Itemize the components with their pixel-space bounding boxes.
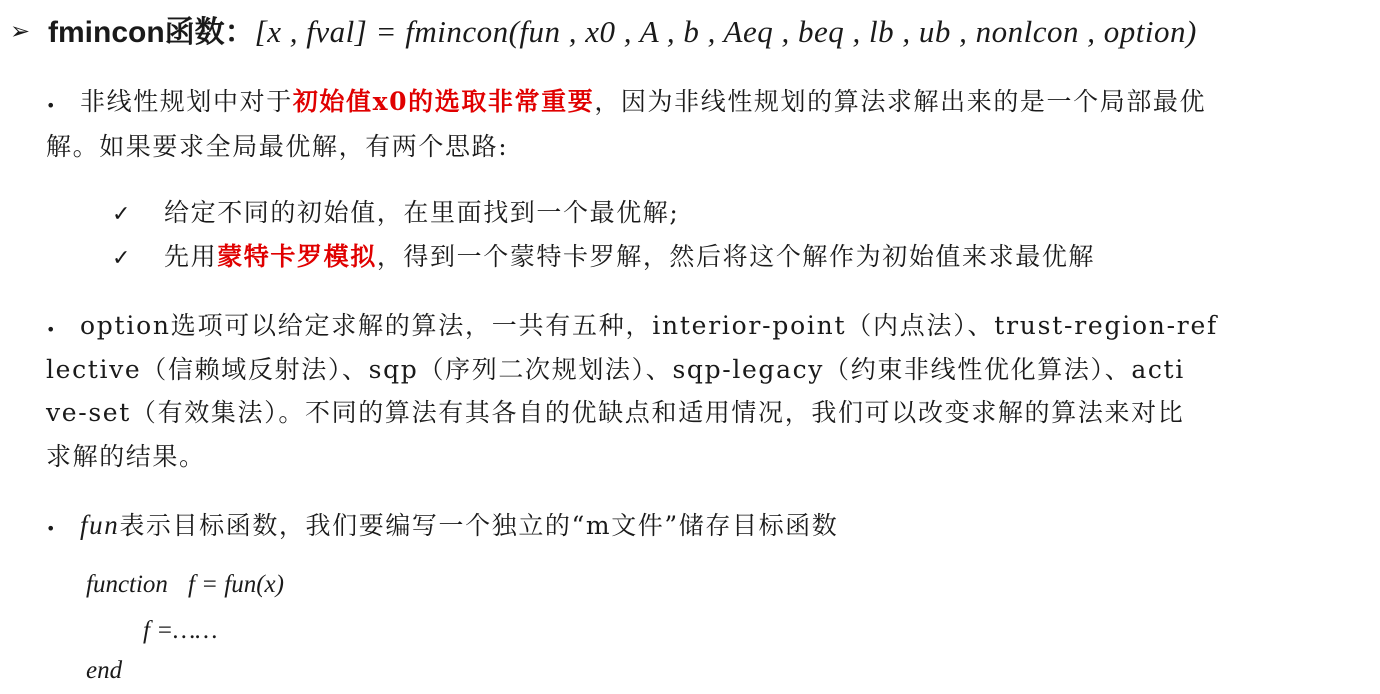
code-keyword-function: function [86, 571, 168, 598]
check-icon: ✓ [112, 246, 131, 271]
check-item-2-highlight: 蒙特卡罗模拟 [217, 242, 377, 271]
fun-symbol: fun [80, 510, 120, 540]
section2-line1: option选项可以给定求解的算法，一共有五种，interior-point（内点法）、trust-region-ref [80, 311, 1219, 340]
section2-line3: ve-set（有效集法）。不同的算法有其各自的优缺点和适用情况，我们可以改变求解的算法来对比 [46, 398, 1185, 427]
section2-line2: lective（信赖域反射法）、sqp（序列二次规划法）、sqp-legacy（约束非线性优化算法）、acti [46, 355, 1185, 384]
section1-line1-a: 非线性规划中对于 [80, 87, 293, 116]
section3-text: 表示目标函数，我们要编写一个独立的“m文件”储存目标函数 [119, 511, 839, 540]
check-item-2 [164, 244, 1095, 269]
check-item-1 [164, 200, 679, 225]
section1-line2: 解。如果要求全局最优解，有两个思路: [46, 132, 509, 161]
check-item-1-text: 给定不同的初始值，在里面找到一个最优解; [164, 198, 680, 227]
check-item-2-text-a: 先用 [164, 242, 218, 271]
bullet-icon: • [46, 96, 56, 115]
section1-line1-b: ，因为非线性规划的算法求解出来的是一个局部最优 [594, 87, 1207, 116]
heading-formula: [x , fval] = fmincon(fun , x0 , A , b , Aeq , beq , lb , ub , nonlcon , option) [254, 14, 1197, 49]
section1-line1 [80, 89, 1206, 114]
code-line-3: end [86, 657, 123, 684]
code-line-2: f =…… [143, 617, 218, 644]
section2-line4: 求解的结果。 [46, 442, 206, 471]
bullet-icon: • [46, 320, 56, 339]
bullet-icon: • [46, 519, 56, 538]
section3-line [80, 512, 838, 539]
code-signature: f = fun(x) [187, 571, 284, 598]
heading-title: fmincon函数： [48, 16, 255, 49]
heading [10, 16, 1197, 48]
section1-highlight: 初始值x0的选取非常重要 [292, 87, 595, 116]
check-item-2-text-b: ，得到一个蒙特卡罗解，然后将这个解作为初始值来求最优解 [376, 242, 1096, 271]
arrow-bullet-icon: ➢ [10, 17, 31, 45]
check-icon: ✓ [112, 202, 131, 227]
code-line-1 [86, 572, 284, 597]
